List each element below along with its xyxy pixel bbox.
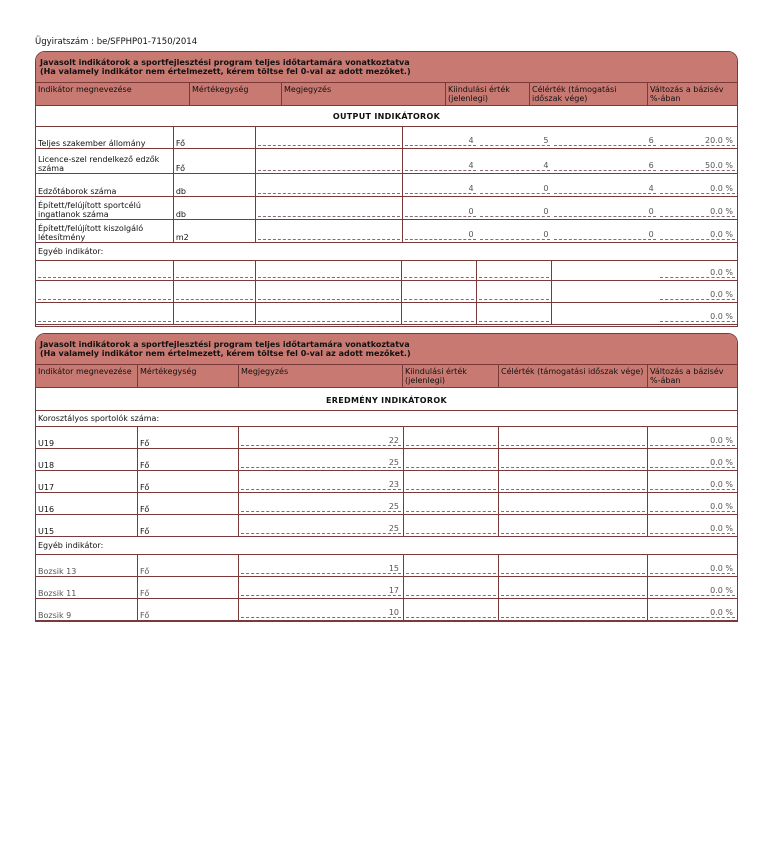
change-field[interactable]: 0.0 %: [650, 496, 735, 512]
base-value-field[interactable]: 10: [241, 602, 401, 618]
unit: Fő: [174, 149, 257, 173]
change-field[interactable]: 0.0 %: [650, 558, 735, 574]
indicator-name: Épített/felújított kiszolgáló létesítmény: [36, 220, 174, 242]
current-value-field[interactable]: [406, 496, 496, 512]
unit-cell: [174, 261, 256, 280]
base-value-field[interactable]: 25: [241, 452, 401, 468]
unit: Fő: [138, 471, 239, 492]
note-cell: [256, 149, 402, 173]
change-field[interactable]: 0.0 %: [660, 264, 735, 278]
header-change: Változás a bázisév %-ában: [650, 367, 724, 385]
current-value-field[interactable]: [479, 264, 549, 278]
panel-title: [36, 52, 737, 83]
change-field[interactable]: 0.0 %: [650, 580, 735, 596]
table-row: [36, 493, 737, 515]
base-value-cell: [403, 127, 478, 148]
indicator-name: Épített/felújított sportcélú ingatlanok száma: [36, 197, 174, 219]
base-value-cell: [402, 303, 477, 324]
header-target-value: Célérték (támogatási időszak vége): [499, 365, 648, 387]
change-field[interactable]: 0.0 %: [660, 284, 735, 300]
header-base-value: Kiindulási érték (jelenlegi): [446, 83, 530, 105]
change-field[interactable]: 0.0 %: [650, 518, 735, 534]
target-value-cell: [552, 127, 657, 148]
group-label: Korosztályos sportolók száma:: [36, 411, 737, 427]
document-id: Ügyiratszám : be/SFPHP01-7150/2014: [35, 37, 198, 47]
current-value-field[interactable]: 0: [480, 200, 551, 217]
header-indicator-name: Indikátor megnevezése: [36, 83, 190, 105]
indicator-name-cell: [36, 303, 174, 324]
target-value-cell: [499, 599, 648, 620]
current-value-cell: [477, 261, 552, 280]
base-value-cell: [402, 261, 477, 280]
table-row: [36, 149, 737, 174]
current-value-cell: [403, 493, 499, 514]
current-value-cell: [478, 127, 553, 148]
note-cell: [239, 493, 403, 514]
table-row: [36, 577, 737, 599]
change-field[interactable]: 0.0 %: [650, 430, 735, 446]
base-value-cell: [402, 281, 477, 302]
header-indicator-name: Indikátor megnevezése: [36, 365, 138, 387]
target-value-cell: [499, 515, 648, 536]
note-cell: [239, 449, 403, 470]
change-field[interactable]: 0.0 %: [650, 602, 735, 618]
header-unit: Mértékegység: [138, 365, 239, 387]
target-value-field[interactable]: [501, 558, 645, 574]
change-cell: [658, 303, 737, 324]
change-field[interactable]: 0.0 %: [650, 452, 735, 468]
base-value-field[interactable]: 15: [241, 558, 401, 574]
indicator-name-field[interactable]: [38, 284, 171, 300]
note-cell: [256, 261, 402, 280]
header-target-value: Célérték (támogatási időszak vége): [530, 83, 648, 105]
table-row: [36, 449, 737, 471]
current-value-cell: [403, 515, 499, 536]
target-value-cell: [552, 149, 657, 173]
change-cell: [648, 427, 737, 448]
unit: Fő: [138, 493, 239, 514]
target-value-cell: [552, 197, 657, 219]
indicator-name: Licence-szel rendelkező edzők száma: [36, 149, 174, 173]
target-value-cell: [499, 493, 648, 514]
table-row: [36, 555, 737, 577]
header-unit: Mértékegység: [190, 83, 282, 105]
current-value-field[interactable]: [406, 518, 496, 534]
base-value-field[interactable]: 25: [241, 518, 401, 534]
change-field[interactable]: 20.0 %: [660, 130, 735, 146]
indicator-name-cell: [36, 261, 174, 280]
target-value-field[interactable]: [501, 580, 645, 596]
change-cell: [648, 449, 737, 470]
target-value-field[interactable]: 6: [554, 152, 655, 171]
change-cell: [658, 220, 737, 242]
unit-cell: [174, 303, 256, 324]
base-value-cell: [403, 174, 478, 196]
note-cell: [239, 427, 403, 448]
current-value-cell: [403, 599, 499, 620]
note-field[interactable]: [258, 200, 399, 217]
indicator-name: U17: [36, 471, 138, 492]
table-header: [36, 365, 737, 388]
table-row: [36, 427, 737, 449]
output-indicators-panel: [35, 51, 738, 327]
indicator-name: Edzőtáborok száma: [36, 174, 174, 196]
change-cell: [648, 493, 737, 514]
unit-field[interactable]: [176, 264, 253, 278]
target-value-field[interactable]: 0: [554, 223, 655, 240]
target-value-field[interactable]: 0: [554, 200, 655, 217]
panel-title-line2: (Ha valamely indikátor nem értelmezett, kérem töltse fel 0-val az adott mezőket.): [40, 349, 411, 358]
note-field[interactable]: [258, 223, 399, 240]
base-value-field[interactable]: 4: [405, 152, 476, 171]
base-value-field[interactable]: [404, 306, 474, 322]
target-value-cell: [499, 471, 648, 492]
change-cell: [648, 471, 737, 492]
change-cell: [648, 599, 737, 620]
note-field[interactable]: [258, 306, 399, 322]
note-cell: [256, 303, 402, 324]
current-value-cell: [403, 555, 499, 576]
unit: Fő: [138, 577, 239, 598]
table-row: [36, 515, 737, 537]
indicator-name: U16: [36, 493, 138, 514]
current-value-cell: [403, 449, 499, 470]
indicator-name-cell: [36, 281, 174, 302]
current-value-field[interactable]: [406, 602, 496, 618]
panel-title: [36, 334, 737, 365]
current-value-field[interactable]: 5: [480, 130, 551, 146]
note-cell: [256, 127, 402, 148]
table-row: [36, 220, 737, 243]
current-value-field[interactable]: [406, 580, 496, 596]
base-value-cell: [403, 197, 478, 219]
current-value-cell: [478, 174, 553, 196]
change-cell: [648, 515, 737, 536]
unit: Fő: [138, 449, 239, 470]
table-row: [36, 197, 737, 220]
base-value-field[interactable]: 0: [405, 223, 476, 240]
note-cell: [256, 281, 402, 302]
change-cell: [658, 261, 737, 280]
current-value-field[interactable]: [406, 452, 496, 468]
table-row: [36, 261, 737, 281]
target-value-cell: [552, 261, 657, 280]
table-row: [36, 281, 737, 303]
indicator-name: Teljes szakember állomány: [36, 127, 174, 148]
base-value-field[interactable]: 25: [241, 496, 401, 512]
note-cell: [256, 197, 402, 219]
base-value-field[interactable]: 17: [241, 580, 401, 596]
current-value-field[interactable]: 0: [480, 223, 551, 240]
unit-field[interactable]: [176, 306, 253, 322]
table-row: [36, 127, 737, 149]
table-header: [36, 83, 737, 106]
table-row: [36, 471, 737, 493]
indicator-name: Bozsik 9: [36, 599, 138, 620]
note-cell: [239, 471, 403, 492]
header-note: Megjegyzés: [239, 365, 403, 387]
indicator-name: U15: [36, 515, 138, 536]
change-cell: [658, 174, 737, 196]
table-row: [36, 599, 737, 621]
base-value-field[interactable]: 22: [241, 430, 401, 446]
current-value-field[interactable]: [406, 474, 496, 490]
note-field[interactable]: [258, 177, 399, 194]
note-field[interactable]: [258, 130, 399, 146]
base-value-field[interactable]: 4: [405, 177, 476, 194]
indicator-name: U18: [36, 449, 138, 470]
current-value-cell: [403, 427, 499, 448]
base-value-field[interactable]: 23: [241, 474, 401, 490]
note-field[interactable]: [258, 284, 399, 300]
current-value-cell: [403, 577, 499, 598]
change-cell: [658, 197, 737, 219]
table-row: [36, 303, 737, 325]
unit: Fő: [138, 599, 239, 620]
target-value-field[interactable]: [501, 496, 645, 512]
target-value-cell: [552, 303, 657, 324]
other-indicator-label: Egyéb indikátor:: [36, 243, 737, 261]
unit: Fő: [138, 427, 239, 448]
note-cell: [256, 220, 402, 242]
target-value-cell: [552, 174, 657, 196]
panel-title-line2: (Ha valamely indikátor nem értelmezett, kérem töltse fel 0-val az adott mezőket.): [40, 67, 411, 76]
current-value-cell: [403, 471, 499, 492]
unit-cell: [174, 281, 256, 302]
change-cell: [658, 149, 737, 173]
current-value-field[interactable]: [479, 306, 549, 322]
base-value-field[interactable]: 0: [405, 200, 476, 217]
target-value-cell: [499, 427, 648, 448]
base-value-cell: [403, 149, 478, 173]
indicator-name: Bozsik 11: [36, 577, 138, 598]
unit: db: [174, 197, 257, 219]
current-value-cell: [478, 149, 553, 173]
result-indicators-panel: [35, 333, 738, 622]
indicator-name: U19: [36, 427, 138, 448]
current-value-field[interactable]: 4: [480, 152, 551, 171]
target-value-field[interactable]: [501, 518, 645, 534]
change-field[interactable]: 0.0 %: [660, 200, 735, 217]
note-cell: [256, 174, 402, 196]
change-cell: [648, 577, 737, 598]
indicator-name: Bozsik 13: [36, 555, 138, 576]
unit: db: [174, 174, 257, 196]
header-note: Megjegyzés: [282, 83, 446, 105]
target-value-field[interactable]: [501, 430, 645, 446]
change-field[interactable]: 50.0 %: [660, 152, 735, 171]
unit: Fő: [138, 515, 239, 536]
section-title: EREDMÉNY INDIKÁTOROK: [36, 388, 737, 411]
target-value-field[interactable]: 4: [554, 177, 655, 194]
current-value-cell: [478, 220, 553, 242]
note-field[interactable]: [258, 264, 399, 278]
indicator-name-field[interactable]: [38, 264, 171, 278]
target-value-cell: [552, 220, 657, 242]
header-base-value: Kiindulási érték (jelenlegi): [403, 365, 499, 387]
target-value-cell: [552, 281, 657, 302]
note-cell: [239, 577, 403, 598]
target-value-field[interactable]: [501, 474, 645, 490]
target-value-cell: [499, 577, 648, 598]
current-value-field[interactable]: [406, 430, 496, 446]
indicator-name-field[interactable]: [38, 306, 171, 322]
target-value-field[interactable]: [501, 452, 645, 468]
change-cell: [658, 127, 737, 148]
unit: m2: [174, 220, 257, 242]
header-change: Változás a bázisév %-ában: [650, 85, 724, 103]
current-value-field[interactable]: [406, 558, 496, 574]
target-value-field[interactable]: [501, 602, 645, 618]
current-value-cell: [478, 197, 553, 219]
note-cell: [239, 555, 403, 576]
target-value-cell: [499, 449, 648, 470]
change-field[interactable]: 0.0 %: [650, 474, 735, 490]
unit-field[interactable]: [176, 284, 253, 300]
base-value-field[interactable]: [404, 264, 474, 278]
current-value-cell: [477, 303, 552, 324]
change-field[interactable]: 0.0 %: [660, 177, 735, 194]
change-field[interactable]: 0.0 %: [660, 306, 735, 322]
current-value-field[interactable]: [479, 284, 549, 300]
change-cell: [648, 555, 737, 576]
note-field[interactable]: [258, 152, 399, 171]
base-value-cell: [403, 220, 478, 242]
change-cell: [658, 281, 737, 302]
note-cell: [239, 515, 403, 536]
current-value-field[interactable]: 0: [480, 177, 551, 194]
current-value-cell: [477, 281, 552, 302]
section-title: OUTPUT INDIKÁTOROK: [36, 106, 737, 127]
base-value-field[interactable]: 4: [405, 130, 476, 146]
note-cell: [239, 599, 403, 620]
target-value-cell: [499, 555, 648, 576]
unit: Fő: [138, 555, 239, 576]
panel-title-line1: Javasolt indikátorok a sportfejlesztési program teljes időtartamára vonatkoztatva: [40, 58, 410, 67]
base-value-field[interactable]: [404, 284, 474, 300]
change-field[interactable]: 0.0 %: [660, 223, 735, 240]
unit: Fő: [174, 127, 257, 148]
table-row: [36, 174, 737, 197]
other-indicator-label: Egyéb indikátor:: [36, 537, 737, 555]
panel-title-line1: Javasolt indikátorok a sportfejlesztési program teljes időtartamára vonatkoztatva: [40, 340, 410, 349]
target-value-field[interactable]: 6: [554, 130, 655, 146]
